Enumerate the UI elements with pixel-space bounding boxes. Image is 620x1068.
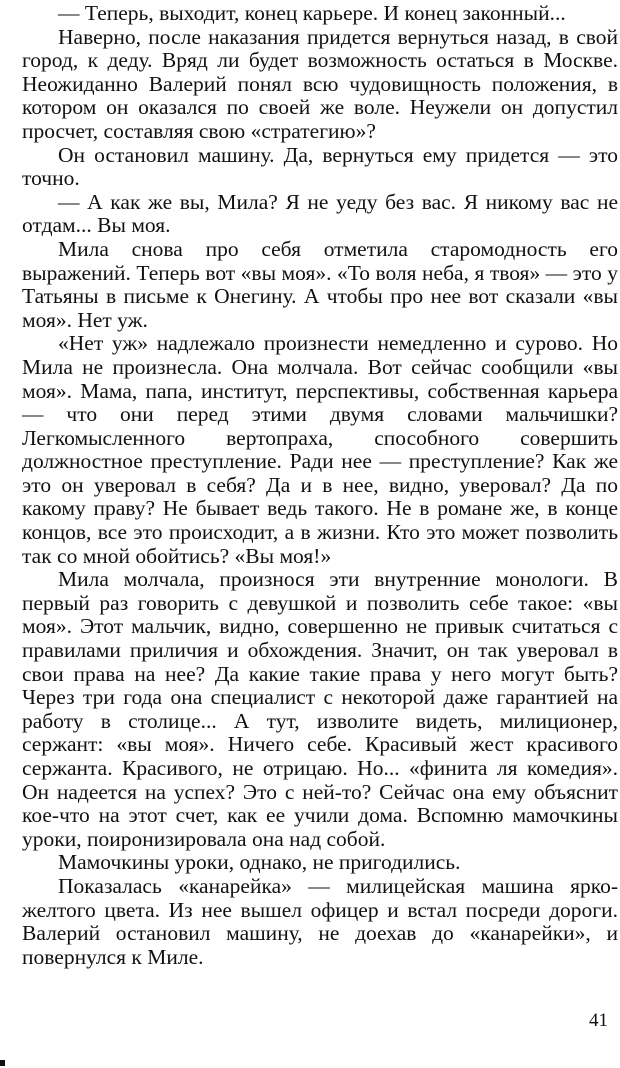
- paragraph: «Нет уж» надлежало произнести немедленно и сурово. Но Мила не произнесла. Она молчала. Вот сейчас сообщили «вы моя». Мама, папа, институт, перспективы, собственная карьера — что они перед этими двумя словами мальчишки? Легкомысленного вертопраха, способного совершить должностное преступление. Ради нее — преступление? Как же это он уверовал в себя? Да и в нее, видно, уверовал? Да по какому праву? Не бывает ведь такого. Не в романе же, в конце концов, все это происходит, а в жизни. Кто это может позволить так со мной обойтись? «Вы моя!»: [22, 331, 618, 568]
- paragraph: Мила снова про себя отметила старомодность его выражений. Теперь вот «вы моя». «То воля неба, я твоя» — это у Татьяны в письме к Онегину. А чтобы про нее вот сказали «вы моя». Нет уж.: [22, 236, 618, 332]
- paragraph: — А как же вы, Мила? Я не уеду без вас. Я никому вас не отдам... Вы моя.: [22, 189, 618, 238]
- paragraph: — Теперь, выходит, конец карьере. И конец законный...: [58, 1, 566, 25]
- page-number: 41: [589, 1010, 608, 1031]
- paragraph: Наверно, после наказания придется вернуться назад, в свой город, к деду. Вряд ли будет возможность остаться в Москве. Неожиданно Валерий понял всю чудовищность положения, в котором он оказался по своей же воле. Неужели он допустил просчет, составляя свою «стратегию»?: [22, 24, 618, 143]
- book-page-text: [22, 2, 618, 969]
- paragraph: Мила молчала, произнося эти внутренние монологи. В первый раз говорить с девушкой и позволить себе такое: «вы моя». Этот мальчик, видно, совершенно не привык считаться с правилами приличия и обхождения. Значит, он так уверовал в свои права на нее? Да какие такие права у него могут быть? Через три года она специалист с некоторой даже гарантией на работу в столице... А тут, изволите видеть, милиционер, сержант: «вы моя». Ничего себе. Красивый жест красивого сержанта. Красивого, не отрицаю. Но... «финита ля комедия». Он надеется на успех? Это с ней-то? Сейчас она ему объяснит кое-что на этот счет, как ее учили дома. Вспомню мамочкины уроки, поиронизировала она над собой.: [22, 567, 618, 851]
- paragraph: Он остановил машину. Да, вернуться ему придется — это точно.: [22, 142, 618, 191]
- scan-mark: [0, 1060, 5, 1066]
- paragraph: Мамочкины уроки, однако, не пригодились.: [58, 850, 461, 875]
- paragraph: Показалась «канарейка» — милицейская машина ярко-желтого цвета. Из нее вышел офицер и встал посреди дороги. Валерий остановил машину, не доехав до «канарейки», и повернулся к Миле.: [22, 873, 618, 969]
